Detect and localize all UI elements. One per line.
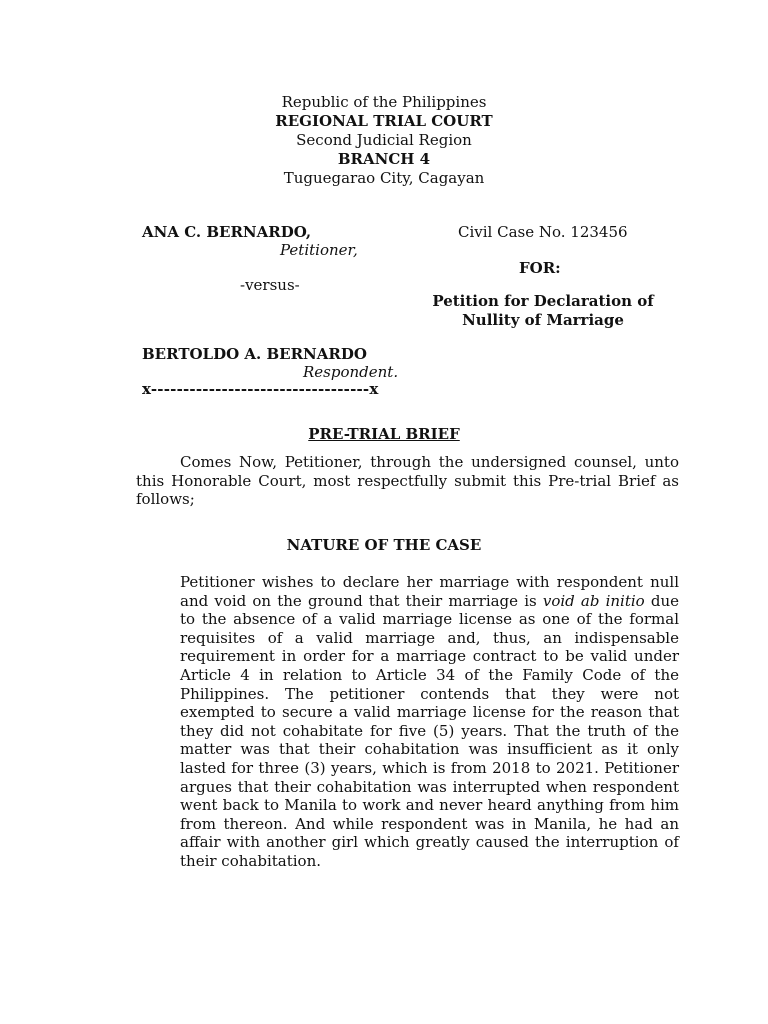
intro-paragraph: Comes Now, Petitioner, through the undersigned counsel, unto this Honorable Court, most respectfully submit this Pre-trial Brief as follows;: [136, 453, 679, 509]
nature-text-1: Petitioner wishes to declare her marriage with respondent null and void on the ground that their marriage is: [180, 573, 679, 610]
caption-x-line: x----------------------------------x: [142, 380, 379, 398]
section-title-nature: NATURE OF THE CASE: [286, 536, 482, 554]
header-branch: BRANCH 4: [337, 150, 431, 168]
case-title: [410, 292, 676, 330]
header-location: Tuguegarao City, Cagayan: [283, 169, 485, 187]
petitioner-name: ANA C. BERNARDO,: [142, 223, 312, 241]
header-court: REGIONAL TRIAL COURT: [275, 112, 493, 130]
petitioner-role: Petitioner,: [280, 241, 358, 259]
nature-paragraph: [180, 573, 679, 871]
for-label: FOR:: [519, 259, 561, 277]
nature-italic-term: void ab initio: [542, 591, 645, 610]
case-number: Civil Case No. 123456: [458, 223, 628, 241]
case-title-line-1: Petition for Declaration of: [432, 292, 654, 310]
versus-label: -versus-: [240, 276, 300, 294]
respondent-role: Respondent.: [303, 363, 399, 381]
document-title: PRE-TRIAL BRIEF: [308, 425, 460, 443]
header-republic: Republic of the Philippines: [281, 93, 487, 111]
respondent-name: BERTOLDO A. BERNARDO: [142, 345, 367, 363]
header-region: Second Judicial Region: [296, 131, 472, 149]
court-header: [0, 93, 768, 188]
nature-text-2: due to the absence of a valid marriage license as one of the formal requisites of a valid marriage and, thus, an indispensable requirement in order for a marriage contract to be valid under Article 4 in relation to Article 34 of the Family Code of the Philippines. The petitioner contends that they were not exempted to secure a valid marriage license for the reason that they did not cohabitate for five (5) years. That the truth of the matter was that their cohabitation was insufficient as it only lasted for three (3) years, which is from 2018 to 2021. Petitioner argues that their cohabitation was interrupted when respondent went back to Manila to work and never heard anything from him from thereon. And while respondent was in Manila, he had an affair with another girl which greatly caused the interruption of their cohabitation.: [180, 591, 679, 870]
case-title-line-2: Nullity of Marriage: [462, 311, 624, 329]
